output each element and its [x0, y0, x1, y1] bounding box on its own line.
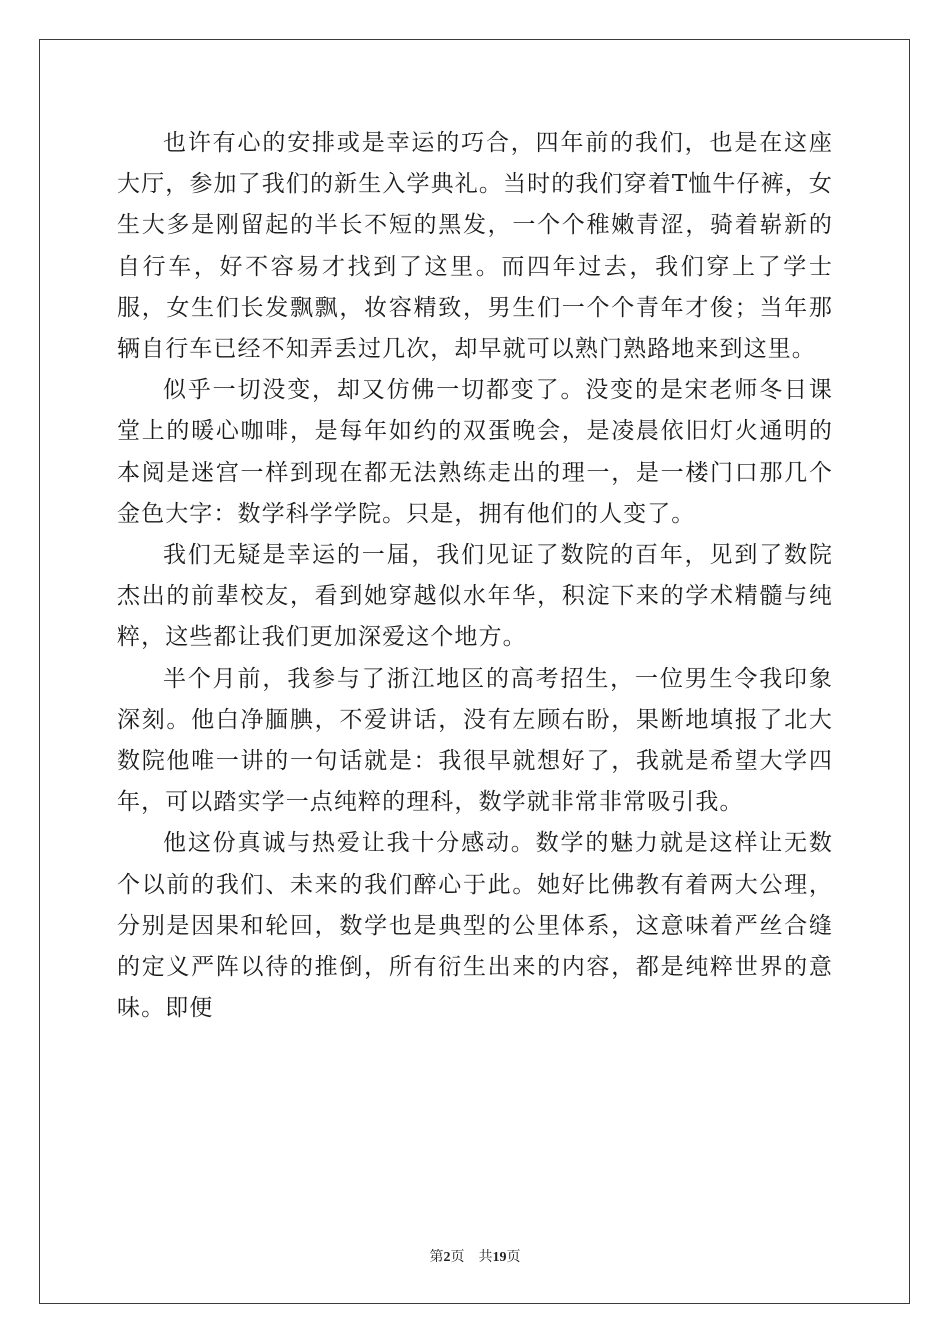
paragraph-5: 他这份真诚与热爱让我十分感动。数学的魅力就是这样让无数个以前的我们、未来的我们醉心于此。她好比佛教有着两大公理，分别是因果和轮回，数学也是典型的公里体系，这意味着严丝合缝的定义严阵以待的推倒，所有衍生出来的内容，都是纯粹世界的意味。即便 — [117, 830, 833, 1022]
total-suffix: 页 — [506, 1250, 521, 1265]
page-prefix: 第 — [429, 1250, 444, 1265]
paragraph-2: 似乎一切没变，却又仿佛一切都变了。没变的是宋老师冬日课堂上的暖心咖啡，是每年如约的双蛋晚会，是凌晨依旧灯火通明的本阅是迷宫一样到现在都无法熟练走出的理一，是一楼门口那几个金色大字：数学科学学院。只是，拥有他们的人变了。 — [117, 377, 833, 527]
paragraph-3: 我们无疑是幸运的一届，我们见证了数院的百年，见到了数院杰出的前辈校友，看到她穿越似水年华，积淀下来的学术精髓与纯粹，这些都让我们更加深爱这个地方。 — [117, 542, 833, 651]
paragraph-4: 半个月前，我参与了浙江地区的高考招生，一位男生令我印象深刻。他白净腼腆，不爱讲话，没有左顾右盼，果断地填报了北大数院他唯一讲的一句话就是：我很早就想好了，我就是希望大学四年，可以踏实学一点纯粹的理科，数学就非常非常吸引我。 — [117, 665, 833, 816]
page-suffix: 页 — [450, 1250, 465, 1265]
total-prefix: 共 — [478, 1250, 493, 1265]
total-pages: 19 — [492, 1250, 507, 1265]
document-body — [117, 123, 833, 1029]
paragraph-1: 也许有心的安排或是幸运的巧合，四年前的我们，也是在这座大厅，参加了我们的新生入学典礼。当时的我们穿着T恤牛仔裤，女生大多是刚留起的半长不短的黑发，一个个稚嫩青涩，骑着崭新的自行车，好不容易才找到了这里。而四年过去，我们穿上了学士服，女生们长发飘飘，妆容精致，男生们一个个青年才俊；当年那辆自行车已经不知弄丢过几次，却早就可以熟门熟路地来到这里。 — [117, 130, 833, 363]
page-footer — [0, 1246, 950, 1266]
page-number: 2 — [443, 1250, 451, 1265]
